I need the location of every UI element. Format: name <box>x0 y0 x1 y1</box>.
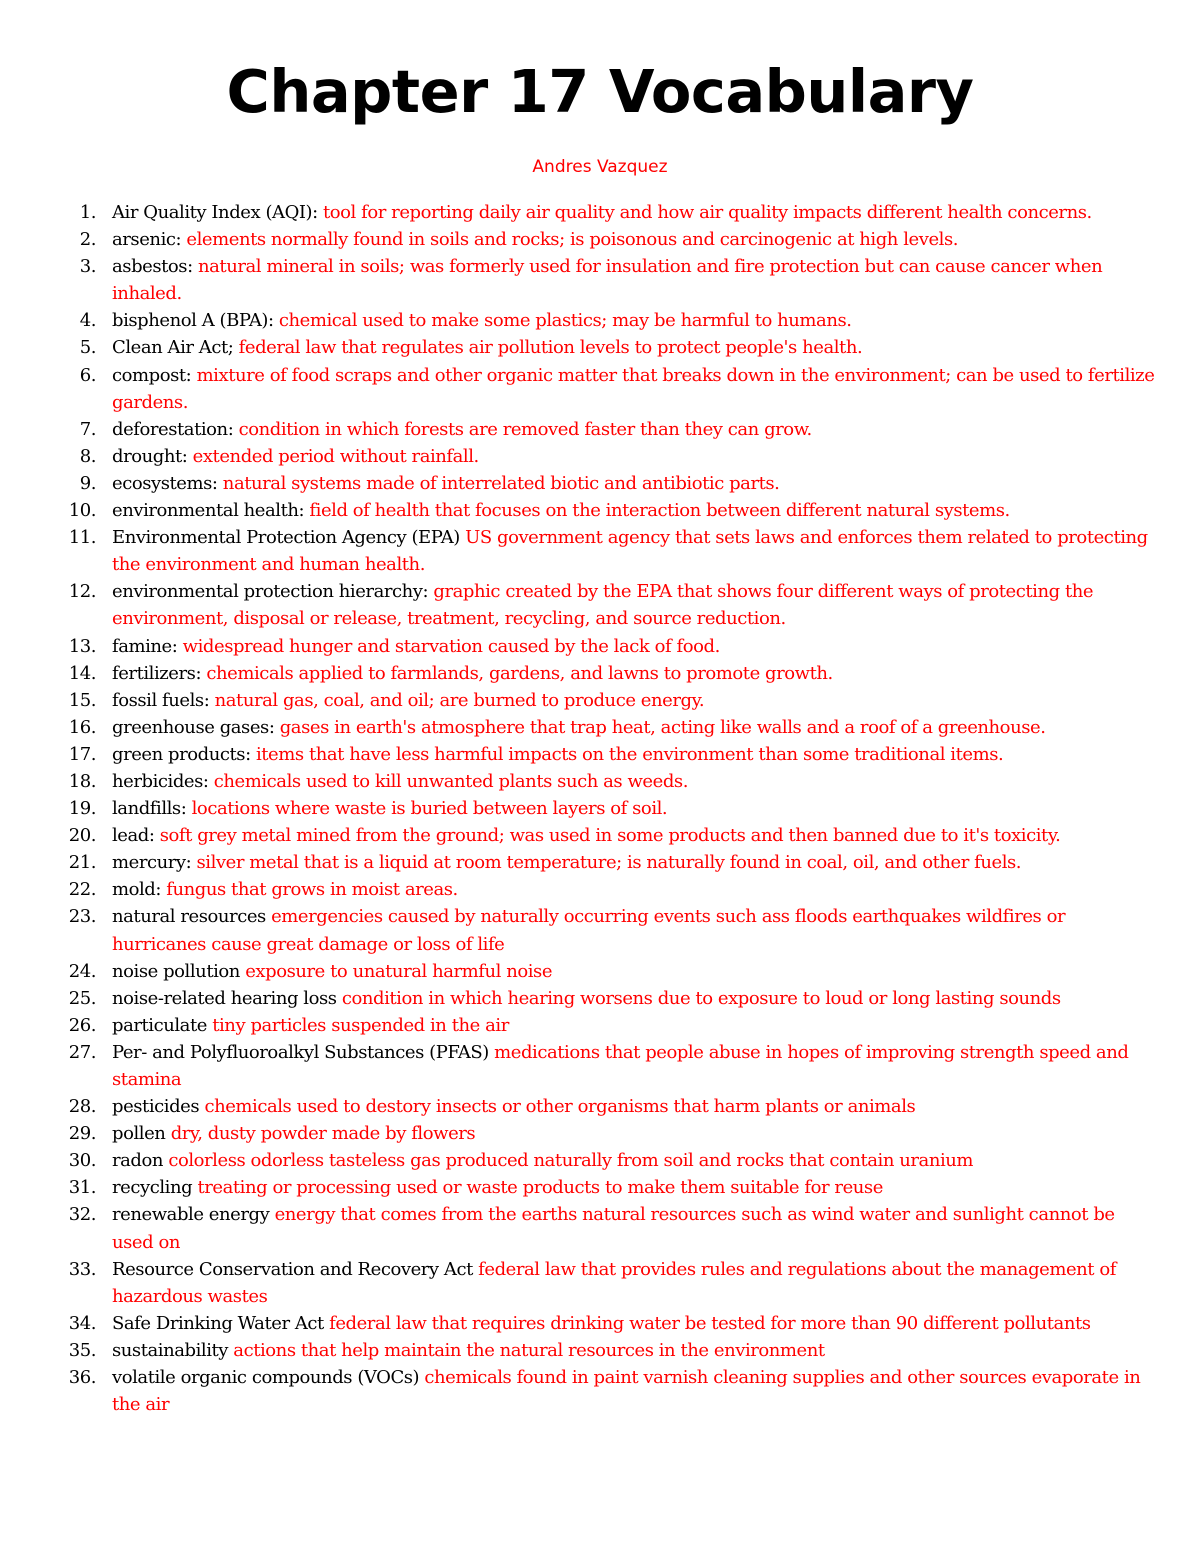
vocab-term: arsenic: <box>112 229 187 251</box>
vocab-item <box>0 307 1200 334</box>
vocabulary-list <box>0 199 1200 1418</box>
vocab-definition: tiny particles suspended in the air <box>212 1014 509 1036</box>
vocab-term: sustainability <box>112 1339 234 1361</box>
vocab-definition: dry, dusty powder made by flowers <box>170 1123 476 1145</box>
vocab-number: 21. <box>68 852 96 874</box>
document-title: Chapter 17 Vocabulary <box>226 57 974 126</box>
vocab-number: 5. <box>79 337 96 359</box>
vocab-definition: actions that help maintain the natural resources in the environment <box>233 1339 825 1361</box>
vocab-term: pollen <box>112 1123 171 1145</box>
vocab-definition: condition in which forests are removed faster than they can grow. <box>238 418 812 440</box>
vocab-number: 19. <box>68 798 96 820</box>
vocab-term: bisphenol A (BPA): <box>112 310 279 332</box>
vocab-number: 17. <box>68 743 96 765</box>
vocab-item <box>0 226 1200 253</box>
vocab-item <box>0 1201 1200 1255</box>
vocab-number: 2. <box>79 229 96 251</box>
vocab-definition: fungus that grows in moist areas. <box>166 879 458 901</box>
vocab-number: 1. <box>79 202 96 223</box>
vocab-definition: graphic created by the EPA that shows four different ways of protecting the environment, disposal or release, treatment, recycling, and source reduction. <box>112 581 1094 630</box>
vocab-definition: energy that comes from the earths natural resources such as wind water and sunlight cannot be used on <box>112 1204 1115 1253</box>
vocab-item <box>0 1174 1200 1201</box>
vocab-number: 15. <box>68 689 96 711</box>
vocab-term: drought: <box>112 445 193 467</box>
vocab-number: 31. <box>68 1177 96 1199</box>
vocab-number: 3. <box>79 256 96 278</box>
vocab-item <box>0 497 1200 524</box>
vocab-term: lead: <box>112 825 160 847</box>
vocab-item <box>0 334 1200 361</box>
vocab-definition: chemical used to make some plastics; may be harmful to humans. <box>278 310 852 332</box>
vocab-number: 36. <box>68 1367 96 1389</box>
vocab-term: noise pollution <box>112 960 246 982</box>
vocab-term: Air Quality Index (AQI): <box>112 202 323 223</box>
vocab-term: asbestos: <box>112 256 198 278</box>
vocab-item <box>0 1337 1200 1364</box>
vocab-term: pesticides <box>112 1096 205 1118</box>
vocab-definition: exposure to unatural harmful noise <box>245 960 553 982</box>
vocab-term: Per- and Polyfluoroalkyl Substances (PFAS) <box>112 1041 495 1063</box>
vocab-item <box>0 714 1200 741</box>
vocab-term: ecosystems: <box>112 472 223 494</box>
vocab-definition: chemicals used to destory insects or other organisms that harm plants or animals <box>204 1096 916 1118</box>
vocab-number: 22. <box>68 879 96 901</box>
vocab-definition: colorless odorless tasteless gas produced naturally from soil and rocks that contain uranium <box>168 1150 974 1172</box>
vocab-number: 23. <box>68 906 96 928</box>
vocab-number: 33. <box>68 1258 96 1280</box>
vocab-definition: soft grey metal mined from the ground; was used in some products and then banned due to it's toxicity. <box>159 825 1061 847</box>
vocab-definition: mixture of food scraps and other organic matter that breaks down in the environment; can be used to fertilize gardens. <box>112 364 1155 413</box>
vocab-item <box>0 1310 1200 1337</box>
vocab-definition: natural mineral in soils; was formerly used for insulation and fire protection but can cause cancer when inhaled. <box>112 256 1103 305</box>
vocab-number: 7. <box>79 418 96 440</box>
vocab-number: 18. <box>68 770 96 792</box>
vocab-definition: silver metal that is a liquid at room temperature; is naturally found in coal, oil, and other fuels. <box>196 852 1022 874</box>
vocab-definition: widespread hunger and starvation caused by the lack of food. <box>182 635 720 657</box>
vocab-number: 20. <box>68 825 96 847</box>
vocab-term: landfills: <box>112 798 192 820</box>
vocab-definition: gases in earth's atmosphere that trap heat, acting like walls and a roof of a greenhouse. <box>279 716 1046 738</box>
vocab-item <box>0 822 1200 849</box>
vocab-term: recycling <box>112 1177 198 1199</box>
vocab-term: volatile organic compounds (VOCs) <box>112 1367 425 1389</box>
vocab-number: 30. <box>68 1150 96 1172</box>
vocab-term: renewable energy <box>112 1204 275 1226</box>
vocab-number: 12. <box>68 581 96 603</box>
vocab-item <box>0 470 1200 497</box>
vocab-definition: treating or processing used or waste products to make them suitable for reuse <box>197 1177 883 1199</box>
vocab-number: 6. <box>79 364 96 386</box>
vocab-item <box>0 876 1200 903</box>
vocab-term: environmental health: <box>112 500 310 522</box>
vocab-number: 9. <box>79 472 96 494</box>
vocab-item <box>0 660 1200 687</box>
vocab-term: famine: <box>112 635 183 657</box>
vocab-definition: natural systems made of interrelated biotic and antibiotic parts. <box>222 472 780 494</box>
vocab-term: compost: <box>112 364 197 386</box>
vocab-term: fertilizers: <box>112 662 207 684</box>
vocab-number: 29. <box>68 1123 96 1145</box>
vocab-item <box>0 524 1200 578</box>
vocab-number: 28. <box>68 1096 96 1118</box>
vocab-number: 32. <box>68 1204 96 1226</box>
vocab-item <box>0 1120 1200 1147</box>
vocab-term: fossil fuels: <box>112 689 215 711</box>
vocab-number: 4. <box>79 310 96 332</box>
vocab-item <box>0 687 1200 714</box>
vocab-term: mold: <box>112 879 167 901</box>
vocab-definition: federal law that requires drinking water be tested for more than 90 different pollutants <box>329 1312 1091 1334</box>
vocab-definition: chemicals found in paint varnish cleaning supplies and other sources evaporate in the air <box>112 1367 1141 1416</box>
vocab-definition: elements normally found in soils and rocks; is poisonous and carcinogenic at high levels. <box>186 229 959 251</box>
vocab-definition: federal law that provides rules and regulations about the management of hazardous wastes <box>112 1258 1116 1307</box>
vocab-term: Clean Air Act; <box>112 337 239 359</box>
vocab-term: mercury: <box>112 852 197 874</box>
vocab-item <box>0 1039 1200 1093</box>
vocab-number: 35. <box>68 1339 96 1361</box>
vocab-item <box>0 1364 1200 1418</box>
vocab-item <box>0 768 1200 795</box>
vocab-definition: chemicals applied to farmlands, gardens, and lawns to promote growth. <box>206 662 833 684</box>
vocab-item <box>0 1012 1200 1039</box>
vocab-item <box>0 795 1200 822</box>
vocab-definition: extended period without rainfall. <box>192 445 479 467</box>
vocab-number: 25. <box>68 987 96 1009</box>
vocab-number: 34. <box>68 1312 96 1334</box>
vocab-number: 10. <box>68 500 96 522</box>
vocab-item <box>0 362 1200 416</box>
vocab-definition: locations where waste is buried between layers of soil. <box>191 798 668 820</box>
vocab-number: 16. <box>68 716 96 738</box>
vocab-item <box>0 416 1200 443</box>
vocab-item <box>0 1147 1200 1174</box>
vocab-term: herbicides: <box>112 770 214 792</box>
vocab-definition: federal law that regulates air pollution levels to protect people's health. <box>238 337 863 359</box>
vocab-term: deforestation: <box>112 418 239 440</box>
vocab-item <box>0 741 1200 768</box>
vocab-definition: natural gas, coal, and oil; are burned to produce energy. <box>214 689 705 711</box>
vocab-definition: field of health that focuses on the interaction between different natural systems. <box>309 500 1010 522</box>
vocab-term: radon <box>112 1150 169 1172</box>
vocab-item <box>0 253 1200 307</box>
vocab-definition: items that have less harmful impacts on the environment than some traditional items. <box>255 743 1004 765</box>
vocab-term: Resource Conservation and Recovery Act <box>112 1258 479 1280</box>
vocab-item <box>0 958 1200 985</box>
vocab-item <box>0 985 1200 1012</box>
vocab-number: 11. <box>68 527 96 549</box>
vocab-number: 13. <box>68 635 96 657</box>
vocab-number: 8. <box>79 445 96 467</box>
vocab-term: noise-related hearing loss <box>112 987 342 1009</box>
vocab-number: 26. <box>68 1014 96 1036</box>
vocab-item <box>0 443 1200 470</box>
vocab-term: environmental protection hierarchy: <box>112 581 434 603</box>
vocab-item <box>0 633 1200 660</box>
vocab-term: Safe Drinking Water Act <box>112 1312 330 1334</box>
vocab-definition: condition in which hearing worsens due to exposure to loud or long lasting sounds <box>341 987 1061 1009</box>
vocab-term: particulate <box>112 1014 213 1036</box>
vocab-item <box>0 578 1200 632</box>
vocab-item <box>0 199 1200 226</box>
vocab-definition: chemicals used to kill unwanted plants such as weeds. <box>213 770 688 792</box>
vocab-definition: medications that people abuse in hopes of improving strength speed and stamina <box>112 1041 1129 1090</box>
vocab-term: green products: <box>112 743 256 765</box>
vocab-number: 14. <box>68 662 96 684</box>
vocab-item <box>0 1256 1200 1310</box>
vocab-item <box>0 1093 1200 1120</box>
vocab-definition: emergencies caused by naturally occurring events such ass floods earthquakes wildfires or hurricanes cause great damage or loss of life <box>112 906 1066 955</box>
vocab-number: 24. <box>68 960 96 982</box>
vocab-item <box>0 903 1200 957</box>
author-name: Andres Vazquez <box>532 157 668 177</box>
vocab-term: natural resources <box>112 906 272 928</box>
vocab-item <box>0 849 1200 876</box>
vocab-definition: tool for reporting daily air quality and how air quality impacts different health concerns. <box>323 202 1092 223</box>
vocab-number: 27. <box>68 1041 96 1063</box>
vocab-term: greenhouse gases: <box>112 716 280 738</box>
vocab-term: Environmental Protection Agency (EPA) <box>112 527 466 549</box>
vocab-definition: US government agency that sets laws and enforces them related to protecting the environment and human health. <box>112 527 1148 576</box>
